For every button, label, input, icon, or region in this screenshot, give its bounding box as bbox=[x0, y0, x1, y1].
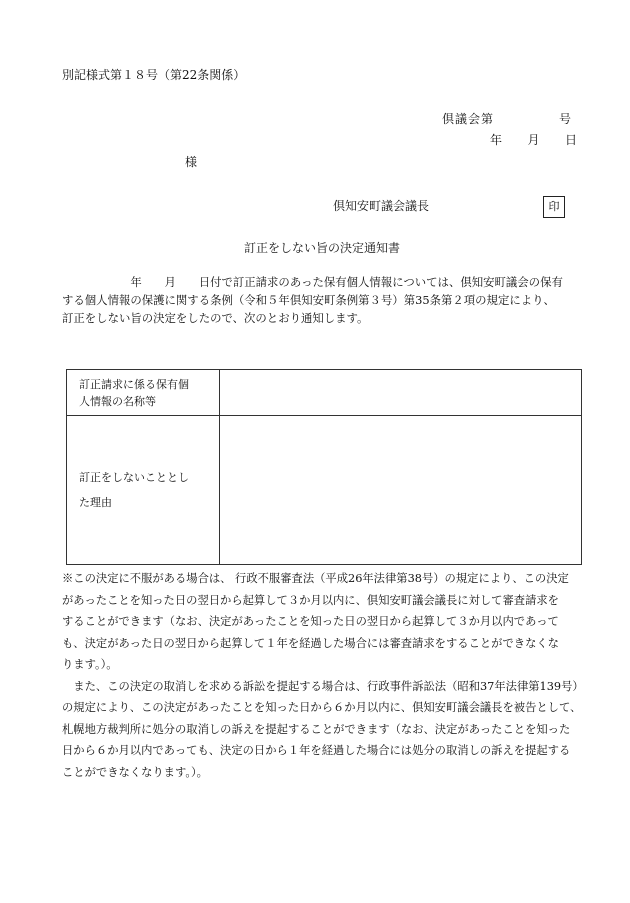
document-title: 訂正をしない旨の決定通知書 bbox=[244, 241, 401, 255]
body-line: 訂正をしない旨の決定をしたので、次のとおり通知します。 bbox=[62, 311, 369, 325]
notice-line: があったことを知った日の翌日から起算して３か月以内に、倶知安町議会議長に対して審査請求を bbox=[62, 593, 559, 607]
sender-title: 倶知安町議会議長 bbox=[333, 199, 430, 213]
body-line: する個人情報の保護に関する条例（令和５年倶知安町条例第３号）第35条第２項の規定により、 bbox=[62, 293, 555, 307]
notice-line: も、決定があった日の翌日から起算して１年を経過した場合には審査請求をすることができなくな bbox=[62, 636, 559, 650]
table-row bbox=[67, 370, 582, 416]
table-label-info-name bbox=[67, 370, 220, 416]
issue-date: 年 月 日 bbox=[490, 133, 578, 147]
notice-line: ※この決定に不服がある場合は、 行政不服審査法（平成26年法律第38号）の規定により、この決定 bbox=[62, 572, 569, 585]
notice-line: ります。）。 bbox=[62, 658, 118, 671]
info-table bbox=[66, 369, 582, 565]
label-line: た理由 bbox=[79, 496, 112, 509]
notice-line: また、この決定の取消しを求める訴訟を提起する場合は、行政事件訴訟法（昭和37年法律第139号） bbox=[62, 679, 584, 693]
notice-line: ことができなくなります。）。 bbox=[62, 765, 208, 779]
label-line: 人情報の名称等 bbox=[79, 394, 156, 408]
table-value-info-name[interactable] bbox=[220, 370, 582, 416]
notice-section bbox=[62, 568, 590, 783]
notice-line: することができます（なお、決定があったことを知った日の翌日から起算して３か月以内であって bbox=[62, 615, 559, 628]
table-value-reason[interactable] bbox=[220, 416, 582, 565]
notice-line: 札幌地方裁判所に処分の取消しの訴えを提起することができます（なお、決定があったことを知った bbox=[62, 722, 571, 736]
body-paragraph bbox=[62, 273, 586, 327]
addressee-suffix: 様 bbox=[185, 155, 198, 169]
body-line: 年 月 日付で訂正請求のあった保有個人情報については、倶知安町議会の保有 bbox=[62, 275, 563, 289]
table-row bbox=[67, 416, 582, 565]
notice-line: の規定により、この決定があったことを知った日から６か月以内に、倶知安町議会議長を被告として、 bbox=[62, 701, 582, 714]
form-number: 別記様式第１８号（第22条関係） bbox=[62, 68, 246, 82]
label-line: 訂正をしないこととし bbox=[79, 471, 189, 484]
document-number: 倶議会第 号 bbox=[442, 112, 573, 126]
label-line: 訂正請求に係る保有個 bbox=[79, 377, 189, 391]
notice-line: 日から６か月以内であっても、決定の日から１年を経過した場合には処分の取消しの訴えを提起する bbox=[62, 744, 571, 757]
seal-box: 印 bbox=[543, 196, 565, 218]
table-label-reason bbox=[67, 416, 220, 565]
